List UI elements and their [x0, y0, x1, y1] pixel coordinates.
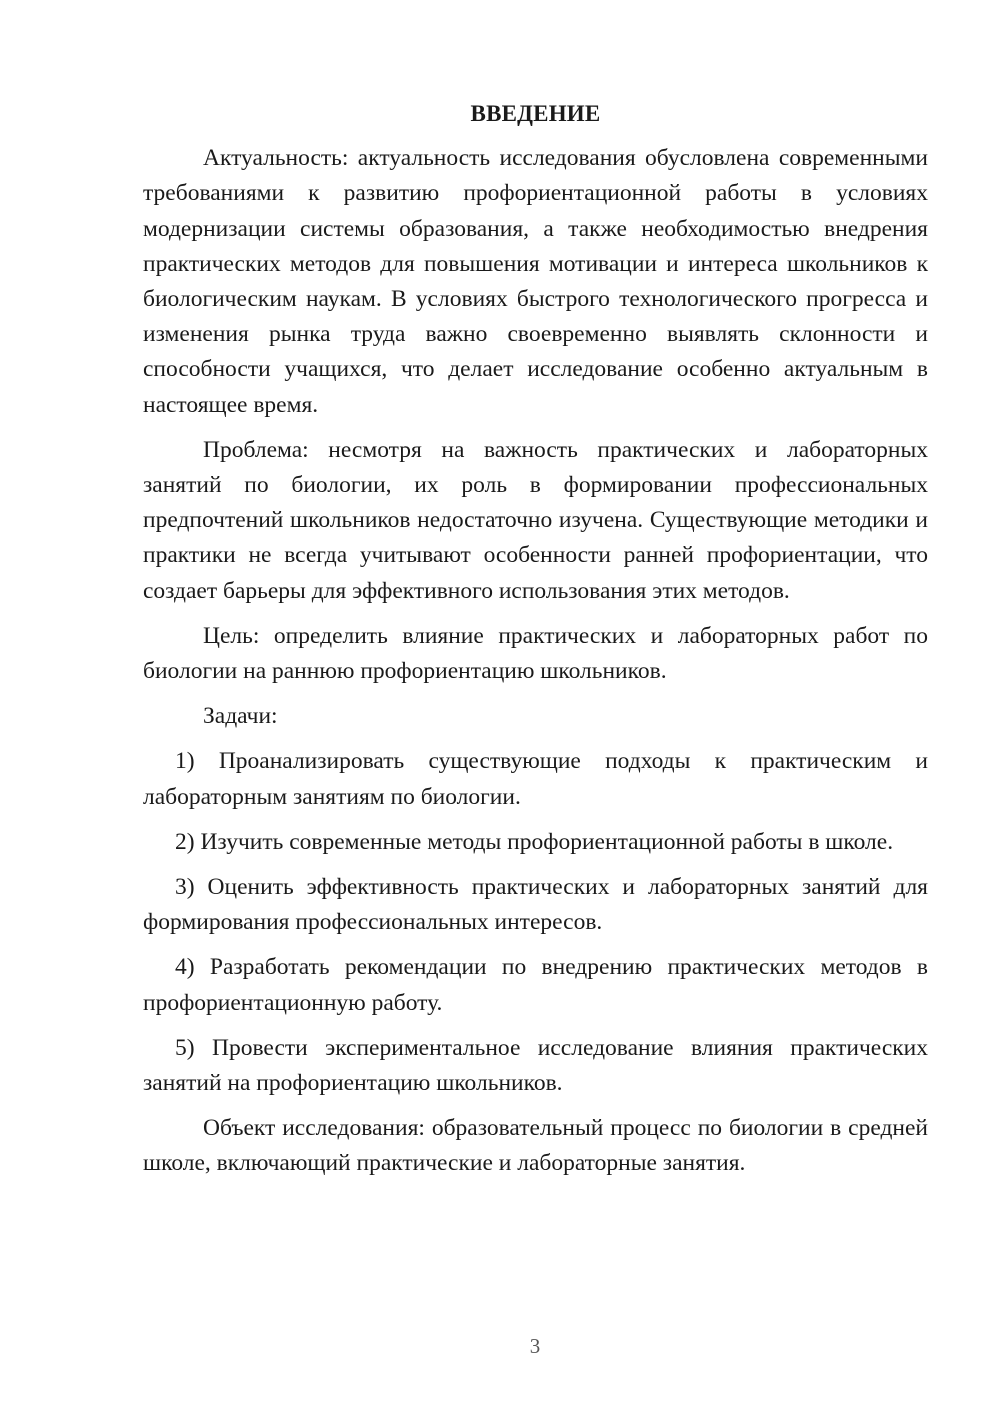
tasks-heading: Задачи:	[203, 703, 278, 730]
page-content	[143, 96, 928, 1192]
relevance-paragraph: Актуальность: актуальность исследования обусловлена современными требованиями к развитию профориентационной работы в условиях модернизации системы образования, а также необходимостью внедрения практических методов для повышения мотивации и интереса школьников к биологическим наукам. В условиях быстрого технологического прогресса и изменения рынка труда важно своевременно выявлять склонности и способности учащихся, что делает исследование особенно актуальным в настоящее время.	[143, 145, 928, 418]
page-number: 3	[529, 1334, 541, 1358]
task-item-2: 2) Изучить современные методы профориентационной работы в школе.	[175, 828, 894, 855]
task-item-1: 1) Проанализировать существующие подходы к практическим и лабораторным занятиям по биологии.	[143, 748, 928, 810]
research-object-paragraph: Объект исследования: образовательный процесс по биологии в средней школе, включающий практические и лабораторные занятия.	[143, 1115, 928, 1177]
goal-paragraph: Цель: определить влияние практических и лабораторных работ по биологии на раннюю профориентацию школьников.	[143, 622, 928, 685]
section-title: ВВЕДЕНИЕ	[470, 101, 601, 126]
task-item-3: 3) Оценить эффективность практических и лабораторных занятий для формирования профессиональных интересов.	[143, 874, 928, 936]
task-item-4: 4) Разработать рекомендации по внедрению практических методов в профориентационную работу.	[143, 954, 928, 1016]
problem-paragraph: Проблема: несмотря на важность практических и лабораторных занятий по биологии, их роль в формировании профессиональных предпочтений школьников недостаточно изучена. Существующие методики и практики не всегда учитывают особенности ранней профориентации, что создает барьеры для эффективного использования этих методов.	[143, 436, 928, 604]
task-item-5: 5) Провести экспериментальное исследование влияния практических занятий на профориентацию школьников.	[143, 1034, 928, 1097]
